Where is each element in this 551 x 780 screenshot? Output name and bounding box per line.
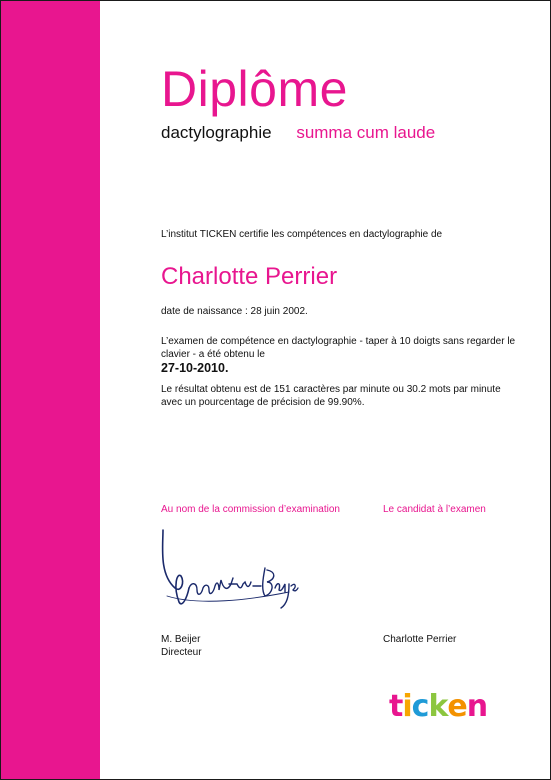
ticken-logo [389, 691, 487, 723]
discipline-label: dactylographie [161, 123, 272, 142]
logo-letter: n [466, 689, 488, 724]
candidate-signature-name: Charlotte Perrier [383, 634, 457, 645]
left-accent-band [1, 1, 100, 779]
candidate-label: Le candidat à l’examen [383, 504, 486, 515]
director-name: M. Beijer [161, 634, 201, 645]
logo-letter: t [389, 689, 403, 724]
logo-letter: k [428, 689, 448, 724]
logo-letter: i [402, 689, 412, 724]
exam-description: L’examen de compétence en dactylographie - taper à 10 doigts sans regarder le clavier - a été obtenu le [161, 336, 516, 360]
result-text: Le résultat obtenu est de 151 caractères par minute ou 30.2 mots par minute avec un pourcentage de précision de 99.90%. [161, 384, 501, 408]
candidate-name: Charlotte Perrier [161, 263, 338, 290]
logo-letter: e [447, 689, 467, 724]
diploma-title: Diplôme [161, 61, 348, 117]
commission-label: Au nom de la commission d’examination [161, 504, 340, 515]
honors-label: summa cum laude [296, 123, 436, 142]
certify-text: L’institut TICKEN certifie les compétences en dactylographie de [161, 229, 443, 240]
candidate-signature-block [383, 633, 456, 646]
director-block [161, 633, 202, 659]
director-signature [149, 526, 299, 618]
diploma-subtitle [161, 123, 435, 143]
director-role: Directeur [161, 647, 202, 658]
exam-date: 27-10-2010. [161, 361, 229, 375]
logo-letter: c [411, 689, 429, 724]
birth-date-line: date de naissance : 28 juin 2002. [161, 306, 308, 317]
